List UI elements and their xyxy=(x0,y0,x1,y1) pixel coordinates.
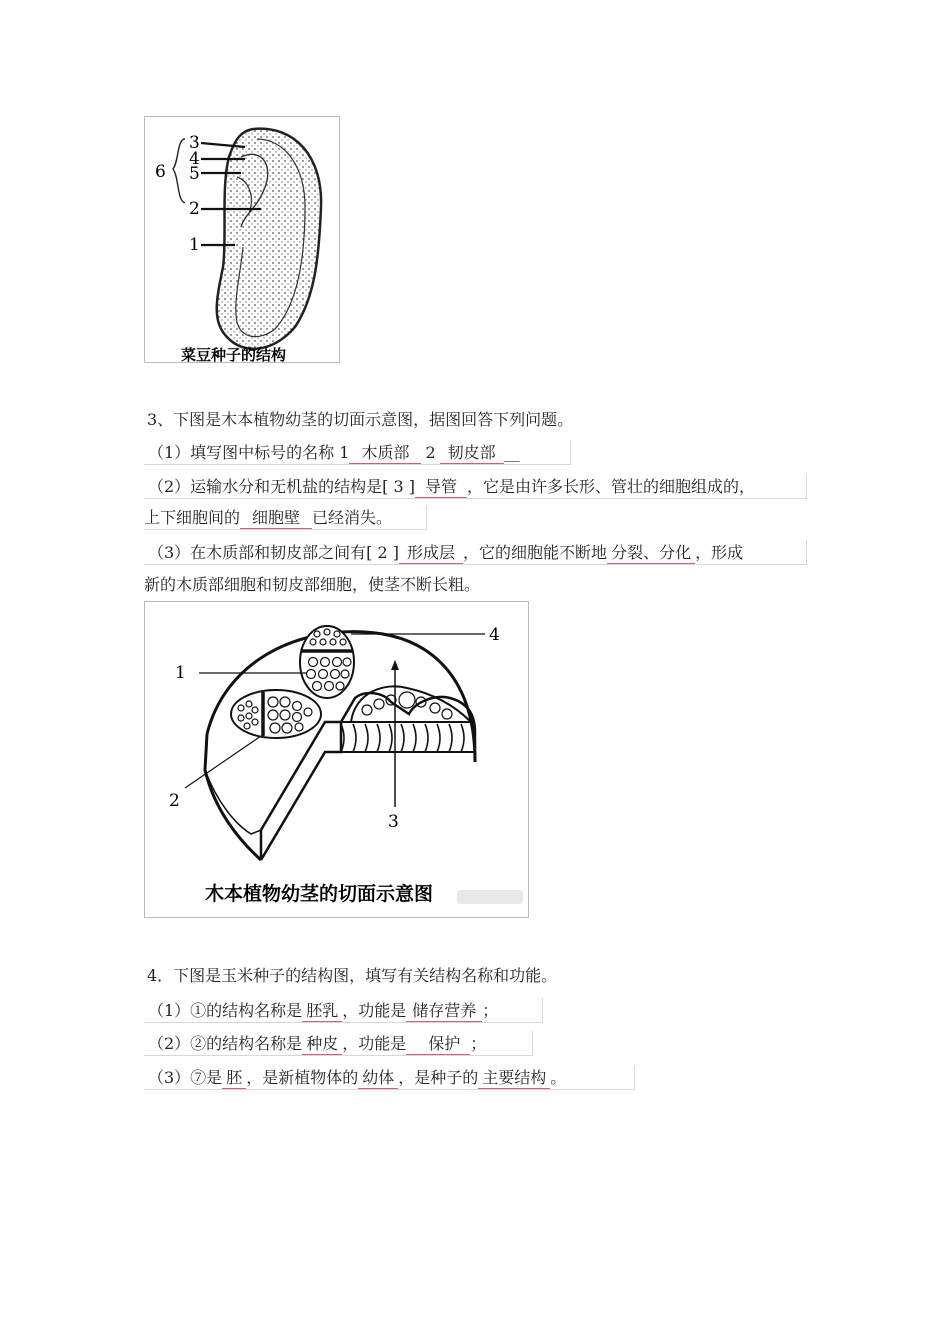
answer-main-structure: 主要结构 xyxy=(478,1068,550,1089)
seed-label-6: 6 xyxy=(155,162,166,182)
answer-protect: 保护 xyxy=(406,1034,470,1055)
q4-sub2 xyxy=(148,1034,486,1055)
q3-sub2-prefix: （2）运输水分和无机盐的结构是[ 3 ] xyxy=(148,477,416,496)
answer-young-body: 幼体 xyxy=(358,1068,398,1089)
q4-sub3-mid: ，是新植物体的 xyxy=(246,1068,359,1087)
seed-label-5: 5 xyxy=(189,164,200,184)
seed-label-1: 1 xyxy=(189,235,200,255)
q3-sub3-line1 xyxy=(148,543,743,564)
woody-stem-figure xyxy=(144,601,529,918)
q4-sub3 xyxy=(148,1068,566,1089)
woody-stem-diagram xyxy=(145,602,528,917)
q3-sub2-line1 xyxy=(148,477,755,498)
stem-label-2: 2 xyxy=(169,791,180,811)
q3-sub2-line2 xyxy=(144,508,392,529)
bean-seed-caption: 菜豆种子的结构 xyxy=(181,346,287,362)
q3-sub3-end: ，形成 xyxy=(695,543,744,562)
q4-title: 4．下图是玉米种子的结构图，填写有关结构名称和功能。 xyxy=(147,966,558,985)
q4-sub1 xyxy=(148,1001,498,1022)
q3-sub3-line2: 新的木质部细胞和韧皮部细胞，使茎不断长粗。 xyxy=(144,575,481,594)
q3-title: 3、下图是木本植物幼茎的切面示意图，据图回答下列问题。 xyxy=(147,410,574,429)
q4-sub2-mid: ，功能是 xyxy=(342,1034,407,1053)
seed-label-4: 4 xyxy=(189,149,200,169)
bean-seed-diagram xyxy=(145,117,339,362)
answer-cell-wall: 细胞壁 xyxy=(240,508,312,529)
stem-label-1: 1 xyxy=(175,663,186,683)
q4-sub2-end: ； xyxy=(470,1034,487,1053)
q3-sub1-prefix: （1）填写图中标号的名称 1 xyxy=(148,443,350,462)
watermark xyxy=(457,890,523,904)
answer-seed-coat: 种皮 xyxy=(302,1034,342,1055)
q3-sub2-mid: ，它是由许多长形、管壮的细胞组成的， xyxy=(467,477,756,496)
answer-embryo: 胚 xyxy=(222,1068,246,1089)
q3-sub2-line2-prefix: 上下细胞间的 xyxy=(144,508,241,527)
q4-sub1-mid: ，功能是 xyxy=(342,1001,407,1020)
stem-label-3: 3 xyxy=(388,812,399,832)
stem-label-4: 4 xyxy=(489,625,500,645)
q3-sub1-mid: 2 xyxy=(425,443,436,462)
q4-sub3-end: 。 xyxy=(550,1068,567,1087)
q4-sub3-prefix: （3）⑦是 xyxy=(148,1068,223,1087)
q3-sub1-end: __ xyxy=(503,443,520,462)
q3-sub3-mid: ，它的细胞能不断地 xyxy=(463,543,608,562)
answer-xylem: 木质部 xyxy=(349,443,421,464)
q3-sub2-line2-end: 已经消失。 xyxy=(312,508,393,527)
answer-vessel: 导管 xyxy=(415,477,467,498)
q4-sub1-prefix: （1）①的结构名称是 xyxy=(148,1001,303,1020)
stem-caption: 木本植物幼茎的切面示意图 xyxy=(205,883,434,905)
answer-divide-differentiate: 分裂、分化 xyxy=(607,543,695,564)
q4-sub1-end: ； xyxy=(482,1001,499,1020)
seed-label-3: 3 xyxy=(189,133,200,153)
q4-sub3-mid2: ，是种子的 xyxy=(398,1068,479,1087)
seed-label-2: 2 xyxy=(189,199,200,219)
q3-sub1 xyxy=(148,443,520,464)
answer-store-nutrients: 储存营养 xyxy=(406,1001,482,1022)
answer-endosperm: 胚乳 xyxy=(302,1001,342,1022)
answer-cambium: 形成层 xyxy=(399,543,463,564)
bean-seed-figure xyxy=(144,116,340,363)
q4-sub2-prefix: （2）②的结构名称是 xyxy=(148,1034,303,1053)
q3-sub3-prefix: （3）在木质部和韧皮部之间有[ 2 ] xyxy=(148,543,400,562)
answer-phloem: 韧皮部 xyxy=(440,443,504,464)
